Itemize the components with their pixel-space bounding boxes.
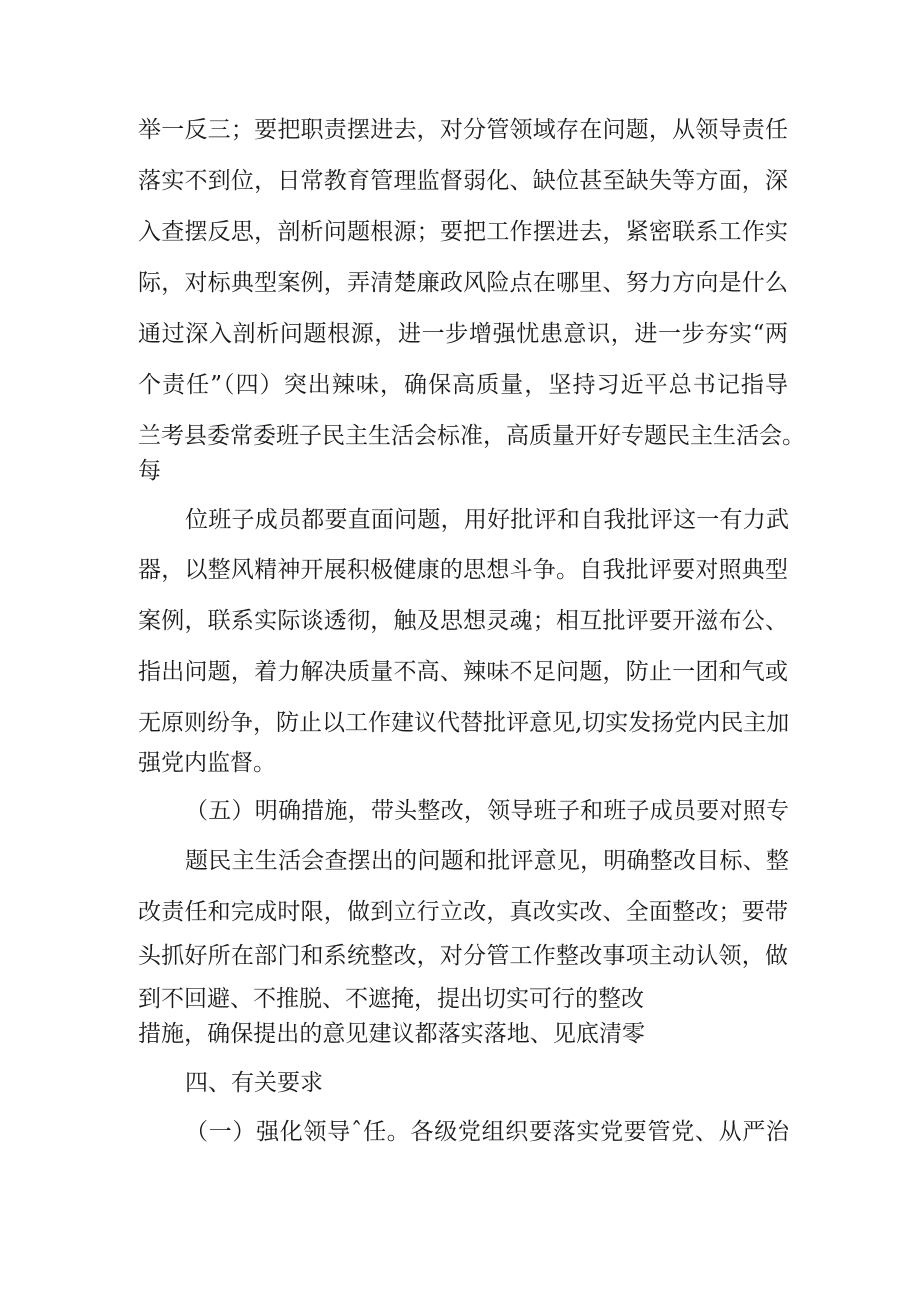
body-text-line: 题民主生活会查摆出的问题和批评意见，明确整改目标、整 (185, 848, 789, 874)
body-text-line: 无原则纷争，防止以工作建议代替批评意见,切实发扬党内民主加 (138, 710, 790, 736)
body-text-line: 举一反三；要把职责摆进去，对分管领域存在问题，从领导责任 (138, 117, 788, 143)
body-text-line: （一）强化领导ˆ任。各级党组织要落实党要管党、从严治 (185, 1119, 789, 1145)
body-text-line: 案例，联系实际谈透彻，触及思想灵魂；相互批评要开滋布公、 (138, 608, 788, 634)
section-heading-requirements: 四、有关要求 (185, 1070, 323, 1096)
body-text-line: 指出问题，着力解决质量不高、辣味不足问题，防止一团和气或 (138, 659, 788, 685)
body-text-line: 通过深入剖析问题根源，进一步增强忧患意识，进一步夯实“两 (138, 321, 788, 347)
body-text-line: 改责任和完成时限，做到立行立改，真改实改、全面整改；要带 (138, 899, 788, 925)
section-heading-five: （五）明确措施，带头整改，领导班子和班子成员要对照专 (185, 798, 789, 824)
body-text-line: 际，对标典型案例，弄清楚廉政风险点在哪里、努力方向是什么 (138, 270, 788, 296)
body-text-line: 落实不到位，日常教育管理监督弱化、缺位甚至缺失等方面，深 (138, 168, 788, 194)
body-text-line: 头抓好所在部门和系统整改，对分管工作整改事项主动认领，做 (138, 943, 788, 969)
body-text-line: 器，以整风精神开展积极健康的思想斗争。自我批评要对照典型 (138, 557, 788, 583)
body-text-line: 到不回避、不推脱、不遮掩，提出切实可行的整改 (138, 986, 644, 1012)
body-text-line: 个责任”（四）突出辣味，确保高质量，坚持习近平总书记指导 (138, 372, 788, 398)
body-text-line: 每 (138, 458, 161, 484)
body-text-line: 入查摆反思，剖析问题根源；要把工作摆进去，紧密联系工作实 (138, 219, 788, 245)
body-text-line: 兰考县委常委班子民主生活会标准，高质量开好专题民主生活会。 (138, 423, 805, 449)
body-text-line: 强党内监督。 (138, 750, 276, 776)
paragraph-first-line: 位班子成员都要直面问题，用好批评和自我批评这一有力武 (185, 507, 789, 533)
body-text-line: 措施，确保提出的意见建议都落实落地、见底清零 (138, 1021, 645, 1047)
